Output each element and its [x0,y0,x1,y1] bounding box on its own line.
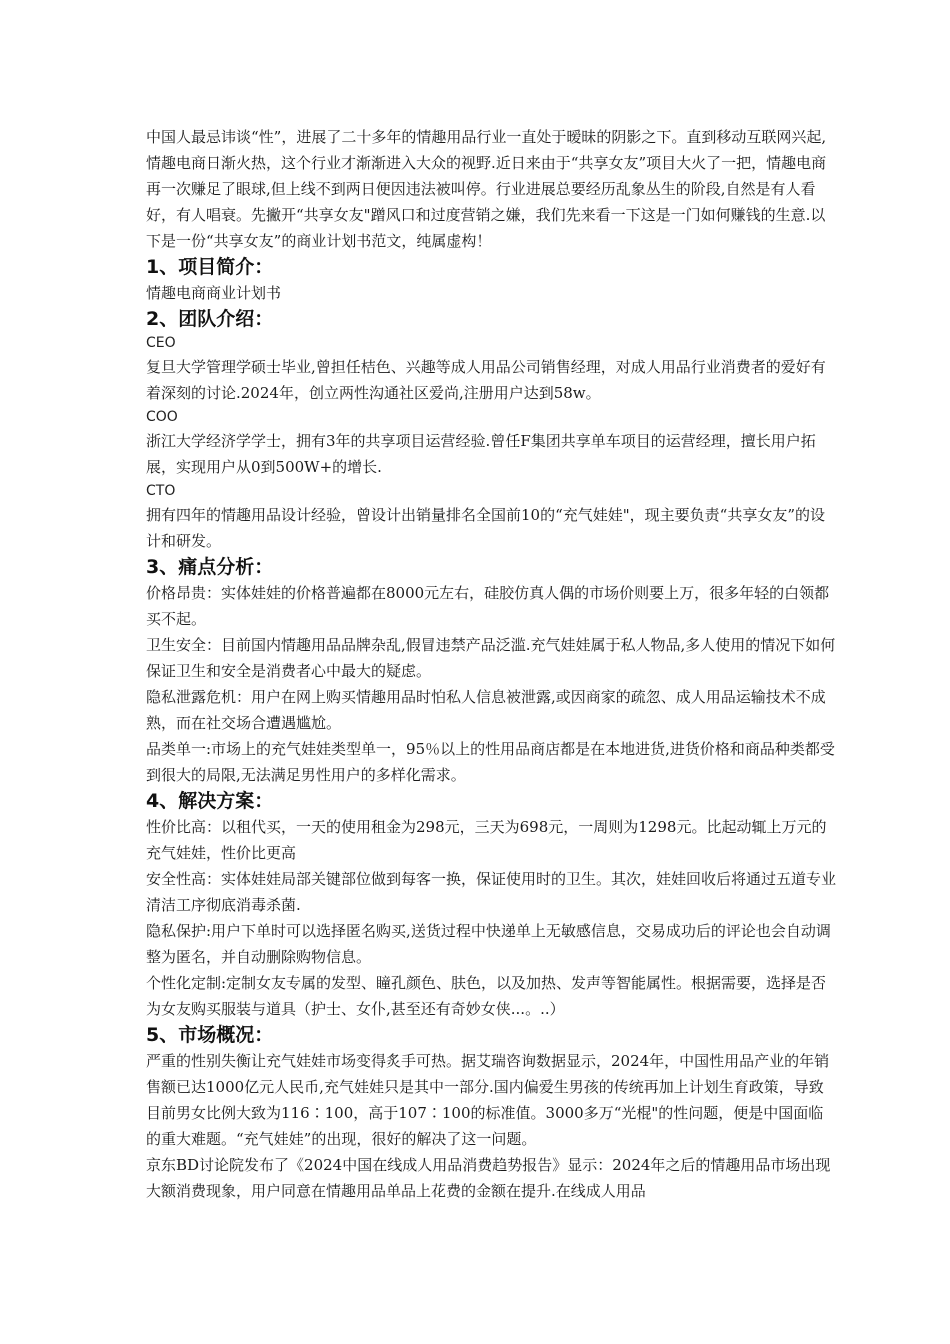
project-intro-text: 情趣电商商业计划书 [146,284,282,302]
pain-point-hygiene: 卫生安全：目前国内情趣用品品牌杂乱,假冒违禁产品泛滥.充气娃娃属于私人物品,多人使用的情况下如何保证卫生和安全是消费者心中最大的疑虑。 [146,636,836,680]
team-role-coo: COO [146,409,178,425]
team-coo-bio: 浙江大学经济学学士，拥有3年的共享项目运营经验.曾任F集团共享单车项目的运营经理，擅长用户拓展，实现用户从0到500W+的增长. [146,432,816,476]
market-report-paragraph: 京东BD讨论院发布了《2024中国在线成人用品消费趋势报告》显示：2024年之后的情趣用品市场出现大额消费现象，用户同意在情趣用品单品上花费的金额在提升.在线成人用品 [146,1156,831,1200]
section-heading-market: 5、市场概况： [146,1024,274,1046]
pain-point-price: 价格昂贵：实体娃娃的价格普遍都在8000元左右，硅胶仿真人偶的市场价则要上万，很多年轻的白领都买不起。 [146,584,830,628]
team-ceo-bio: 复旦大学管理学硕士毕业,曾担任桔色、兴趣等成人用品公司销售经理，对成人用品行业消费者的爱好有着深刻的讨论.2024年，创立两性沟通社区爱尚,注册用户达到58w。 [146,358,826,402]
pain-point-category: 品类单一:市场上的充气娃娃类型单一，95％以上的性用品商店都是在本地进货,进货价格和商品种类都受到很大的局限,无法满足男性用户的多样化需求。 [146,740,835,784]
section-heading-project-intro: 1、项目简介： [146,256,274,278]
document-body [146,124,836,1204]
team-cto-bio: 拥有四年的情趣用品设计经验，曾设计出销量排名全国前10的“充气娃娃"，现主要负责“共享女友”的设计和研发。 [146,506,825,550]
team-role-cto: CTO [146,483,176,499]
section-heading-pain-points: 3、痛点分析： [146,556,274,578]
solution-cost: 性价比高：以租代买，一天的使用租金为298元，三天为698元，一周则为1298元。比起动辄上万元的充气娃娃，性价比更高 [146,818,827,862]
team-role-ceo: CEO [146,335,176,351]
intro-paragraph: 中国人最忌讳谈“性”，进展了二十多年的情趣用品行业一直处于暧昧的阴影之下。直到移动互联网兴起,情趣电商日渐火热，这个行业才渐渐进入大众的视野.近日来由于“共享女友”项目大火了一把，情趣电商再一次赚足了眼球,但上线不到两日便因违法被叫停。行业进展总要经历乱象丛生的阶段,自然是有人看好，有人唱衰。先撇开“共享女友"蹭风口和过度营销之嫌，我们先来看一下这是一门如何赚钱的生意.以下是一份“共享女友”的商业计划书范文，纯属虚构！ [146,128,827,250]
solution-safety: 安全性高：实体娃娃局部关键部位做到每客一换，保证使用时的卫生。其次，娃娃回收后将通过五道专业清洁工序彻底消毒杀菌. [146,870,837,914]
solution-customization: 个性化定制:定制女友专属的发型、瞳孔颜色、肤色，以及加热、发声等智能属性。根据需要，选择是否为女友购买服装与道具（护士、女仆,甚至还有奇妙女侠...。..） [146,974,827,1018]
market-overview-paragraph: 严重的性别失衡让充气娃娃市场变得炙手可热。据艾瑞咨询数据显示，2024年，中国性用品产业的年销售额已达1000亿元人民币,充气娃娃只是其中一部分.国内偏爱生男孩的传统再加上计划生育政策，导致目前男女比例大致为116∶100，高于107∶100的标准值。3000多万“光棍"的性问题，便是中国面临的重大难题。“充气娃娃”的出现，很好的解决了这一问题。 [146,1052,830,1148]
section-heading-solutions: 4、解决方案： [146,790,274,812]
solution-privacy: 隐私保护:用户下单时可以选择匿名购买,送货过程中快递单上无敏感信息，交易成功后的评论也会自动调整为匿名，并自动删除购物信息。 [146,922,831,966]
section-heading-team: 2、团队介绍： [146,308,274,330]
pain-point-privacy: 隐私泄露危机：用户在网上购买情趣用品时怕私人信息被泄露,或因商家的疏忽、成人用品运输技术不成熟，而在社交场合遭遇尴尬。 [146,688,826,732]
